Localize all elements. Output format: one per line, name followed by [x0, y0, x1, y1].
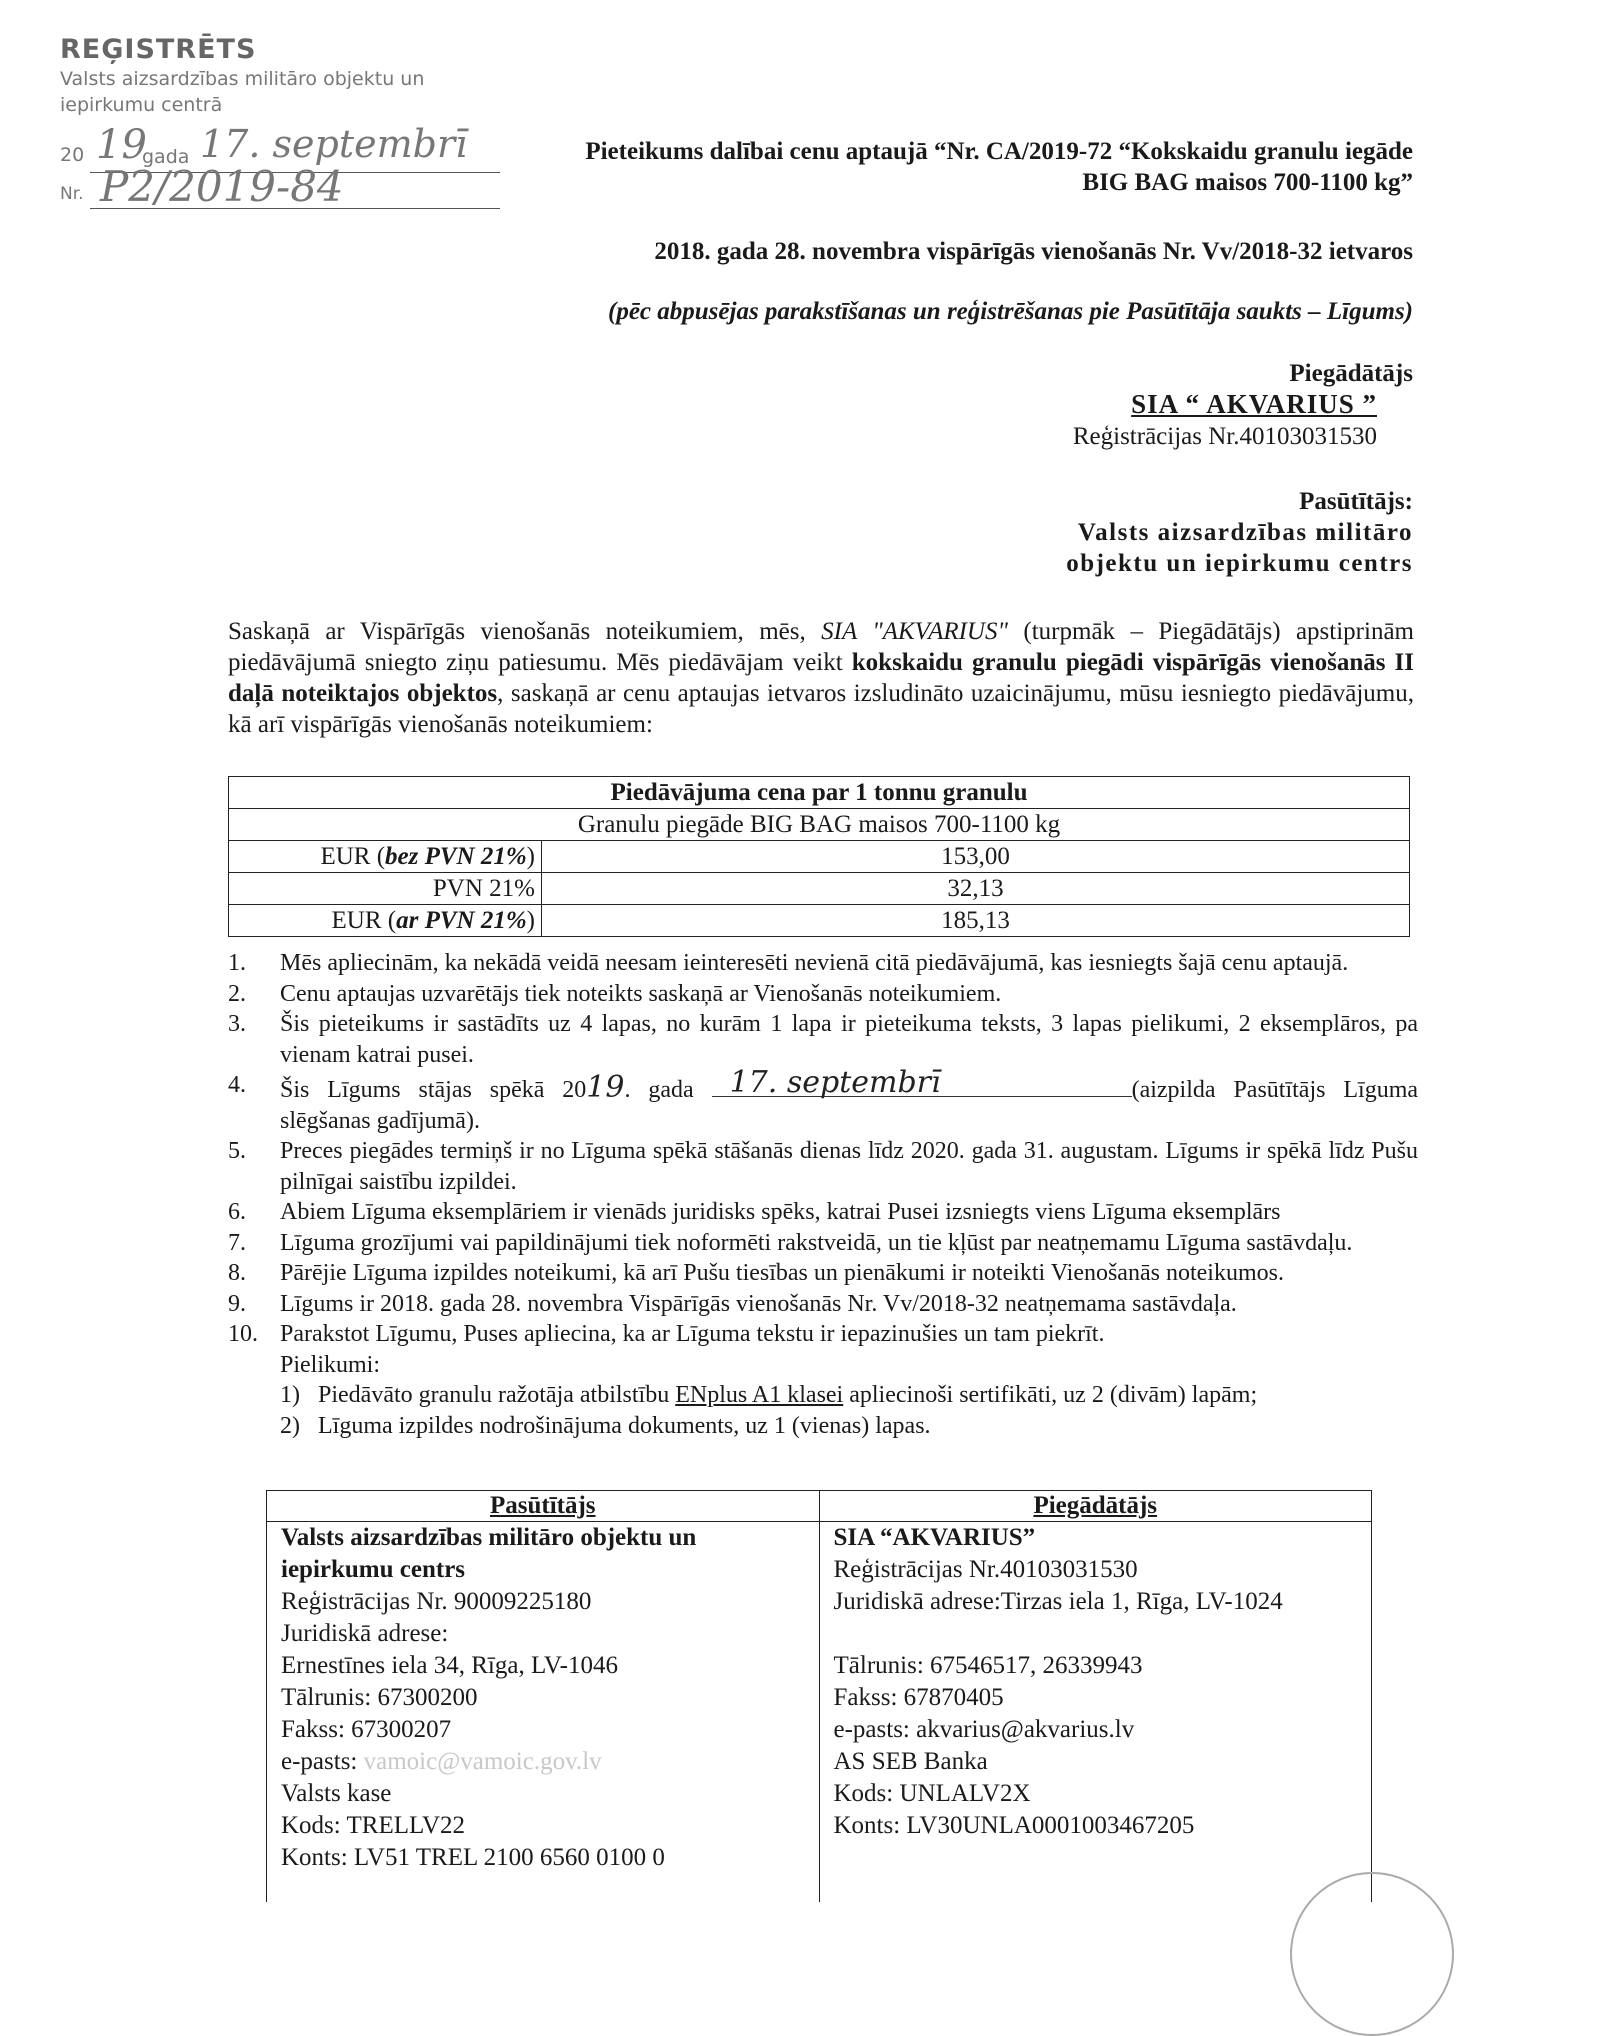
signature-table	[266, 1490, 1372, 1902]
list-item: 10. Parakstot Līgumu, Puses apliecina, ka ar Līguma tekstu ir iepazinušies un tam piekrīt.	[228, 1321, 1105, 1347]
supplier-detail-bank: AS SEB Banka	[833, 1748, 988, 1775]
stamp-nr-label: Nr.	[60, 184, 84, 204]
customer-details	[267, 1522, 820, 1903]
price-row-value: 185,13	[542, 905, 1410, 937]
customer-name-line-1: Valsts aizsardzības militāro	[1077, 519, 1413, 546]
customer-detail-bank: Valsts kase	[281, 1780, 392, 1807]
customer-detail-fax: Fakss: 67300207	[281, 1716, 452, 1743]
price-row-label: EUR (ar PVN 21%)	[229, 905, 542, 937]
customer-detail-name-2: iepirkumu centrs	[281, 1556, 466, 1583]
list-item: 1. Mēs apliecinām, ka nekādā veidā neesam ieinteresēti nevienā citā piedāvājumā, kas iesniegts šajā cenu aptaujā.	[228, 950, 1349, 976]
document-title	[585, 136, 1413, 198]
attachment-item: 1) Piedāvāto granulu ražotāja atbilstību ENplus A1 klasei apliecinoši sertifikāti, uz 2 (divām) lapām;	[280, 1382, 1258, 1408]
enplus-link: ENplus A1 klasei	[675, 1382, 844, 1408]
supplier-detail-email: e-pasts: akvarius@akvarius.lv	[833, 1716, 1135, 1743]
price-table-title: Piedāvājuma cena par 1 tonnu granulu	[229, 777, 1410, 809]
supplier-name: SIA “ AKVARIUS ”	[1131, 389, 1377, 419]
stamp-year-prefix: 20	[60, 144, 85, 166]
stamp-line-1: Valsts aizsardzības militāro objektu un	[60, 68, 425, 90]
price-row-value: 32,13	[542, 873, 1410, 905]
stamp-year-handwritten: 19	[96, 122, 147, 168]
stamp-line-2: iepirkumu centrā	[60, 94, 223, 116]
price-row-label: EUR (bez PVN 21%)	[229, 841, 542, 873]
customer-detail-account: Konts: LV51 TREL 2100 6560 0100 0	[281, 1844, 665, 1871]
list-item: 9. Līgums ir 2018. gada 28. novembra Vispārīgās vienošanās Nr. Vv/2018-32 neatņemama sastāvdaļa.	[228, 1290, 1237, 1317]
list-item: 7. Līguma grozījumi vai papildinājumi tiek noformēti rakstveidā, un tie kļūst par neatņemamu Līguma sastāvdaļu.	[228, 1229, 1353, 1256]
stamp-nr-rule	[90, 208, 500, 209]
supplier-detail-account: Konts: LV30UNLA0001003467205	[833, 1812, 1195, 1839]
price-row	[229, 841, 1410, 873]
intro-text-1: Saskaņā ar Vispārīgās vienošanās noteikumiem, mēs,	[228, 618, 822, 645]
supplier-detail-reg: Reģistrācijas Nr.40103031530	[833, 1556, 1138, 1583]
intro-text-3: , saskaņā ar cenu aptaujas ietvaros izsludināto uzaicinājumu, mūsu iesniegto piedāvājumu, kā arī vispārīgās vienošanās noteikumiem:	[228, 680, 1414, 738]
list-item: 6. Abiem Līguma eksemplāriem ir vienāds juridisks spēks, katrai Pusei izsniegts viens Līguma eksemplārs	[228, 1199, 1281, 1225]
supplier-label: Piegādātājs	[1289, 360, 1413, 387]
price-table-subtitle: Granulu piegāde BIG BAG maisos 700-1100 kg	[229, 809, 1410, 841]
list-item: 4. Šis Līgums stājas spēkā 2019. gada 17. septembrī (aizpilda Pasūtītājs Līguma slēgšanas gadījumā).	[228, 1064, 1419, 1134]
effective-year-handwritten: 19	[586, 1070, 625, 1105]
customer-label: Pasūtītājs:	[1299, 488, 1413, 515]
list-item: 8. Pārējie Līguma izpildes noteikumi, kā arī Pušu tiesības un pienākumi ir noteikti Vienošanās noteikumos.	[228, 1260, 1284, 1286]
supplier-detail-code: Kods: UNLALV2X	[833, 1780, 1031, 1807]
price-table	[228, 776, 1410, 937]
stamp-date-handwritten: 17. septembrī	[200, 122, 468, 166]
stamp-title: REĢISTRĒTS	[60, 34, 257, 65]
supplier-reg: Reģistrācijas Nr.40103031530	[1072, 423, 1377, 450]
list-item: 5. Preces piegādes termiņš ir no Līguma spēkā stāšanās dienas līdz 2020. gada 31. augustam. Līgums ir spēkā līdz Pušu pilnīgai saistību izpildei.	[228, 1138, 1418, 1195]
supplier-detail-name: SIA “AKVARIUS”	[833, 1524, 1036, 1551]
customer-detail-email: e-pasts: vamoic@vamoic.gov.lv	[281, 1748, 602, 1775]
terms-list	[228, 948, 1418, 1441]
stamp-gada-label: gada	[142, 146, 190, 168]
intro-paragraph	[228, 616, 1414, 740]
intro-text-2: (turpmāk – Piegādātājs) apstiprinām piedāvājumā sniegto ziņu patiesumu. Mēs piedāvājam veikt	[228, 618, 1414, 676]
supplier-block	[1073, 358, 1413, 452]
customer-detail-code: Kods: TRELLV22	[281, 1812, 466, 1839]
list-item: 3. Šis pieteikums ir sastādīts uz 4 lapas, no kurām 1 lapa ir pieteikuma teksts, 3 lapas pielikumi, 2 eksemplāros, pa vienam katrai pusei.	[228, 1011, 1418, 1068]
list-item: 2. Cenu aptaujas uzvarētājs tiek noteikts saskaņā ar Vienošanās noteikumiem.	[228, 980, 1002, 1007]
title-line-1: Pieteikums dalībai cenu aptaujā “Nr. CA/2019-72 “Kokskaidu granulu iegāde	[585, 138, 1413, 165]
signature-header-supplier: Piegādātājs	[819, 1491, 1372, 1522]
price-row-value: 153,00	[542, 841, 1410, 873]
registration-stamp	[60, 34, 500, 224]
price-row	[229, 873, 1410, 905]
supplier-details	[819, 1522, 1372, 1903]
intro-bold: kokskaidu granulu piegādi vispārīgās vienošanās II daļā noteiktajos objektos	[228, 649, 1414, 707]
effective-date-field	[712, 1064, 1132, 1100]
intro-company: SIA "AKVARIUS"	[821, 618, 1008, 645]
price-row	[229, 905, 1410, 937]
effective-date-handwritten: 17. septembrī	[729, 1064, 941, 1100]
customer-detail-reg: Reģistrācijas Nr. 90009225180	[281, 1588, 592, 1615]
supplier-detail-addr: Juridiskā adrese:Tirzas iela 1, Rīga, LV-1024	[833, 1588, 1283, 1615]
seal-stamp-icon	[1290, 1872, 1454, 2036]
customer-detail-addr-label: Juridiskā adrese:	[281, 1620, 449, 1647]
signature-header-customer: Pasūtītājs	[267, 1491, 820, 1522]
contract-note: (pēc abpusējas parakstīšanas un reģistrēšanas pie Pasūtītāja saukts – Līgums)	[608, 298, 1413, 325]
customer-detail-name-1: Valsts aizsardzības militāro objektu un	[281, 1524, 697, 1551]
customer-detail-phone: Tālrunis: 67300200	[281, 1684, 478, 1711]
stamp-nr-handwritten: P2/2019-84	[100, 162, 344, 211]
supplier-detail-fax: Fakss: 67870405	[833, 1684, 1004, 1711]
price-row-label: PVN 21%	[229, 873, 542, 905]
customer-detail-addr: Ernestīnes iela 34, Rīga, LV-1046	[281, 1652, 618, 1679]
attachment-item: 2) Līguma izpildes nodrošinājuma dokuments, uz 1 (vienas) lapas.	[280, 1412, 931, 1439]
supplier-detail-phone: Tālrunis: 67546517, 26339943	[833, 1652, 1143, 1679]
customer-block	[1066, 486, 1413, 579]
customer-name-line-2: objektu un iepirkumu centrs	[1066, 550, 1413, 577]
title-line-2: BIG BAG maisos 700-1100 kg”	[1082, 169, 1413, 196]
framework-line: 2018. gada 28. novembra vispārīgās vienošanās Nr. Vv/2018-32 ietvaros	[654, 238, 1413, 265]
attachments-label: Pielikumi:	[280, 1351, 381, 1378]
